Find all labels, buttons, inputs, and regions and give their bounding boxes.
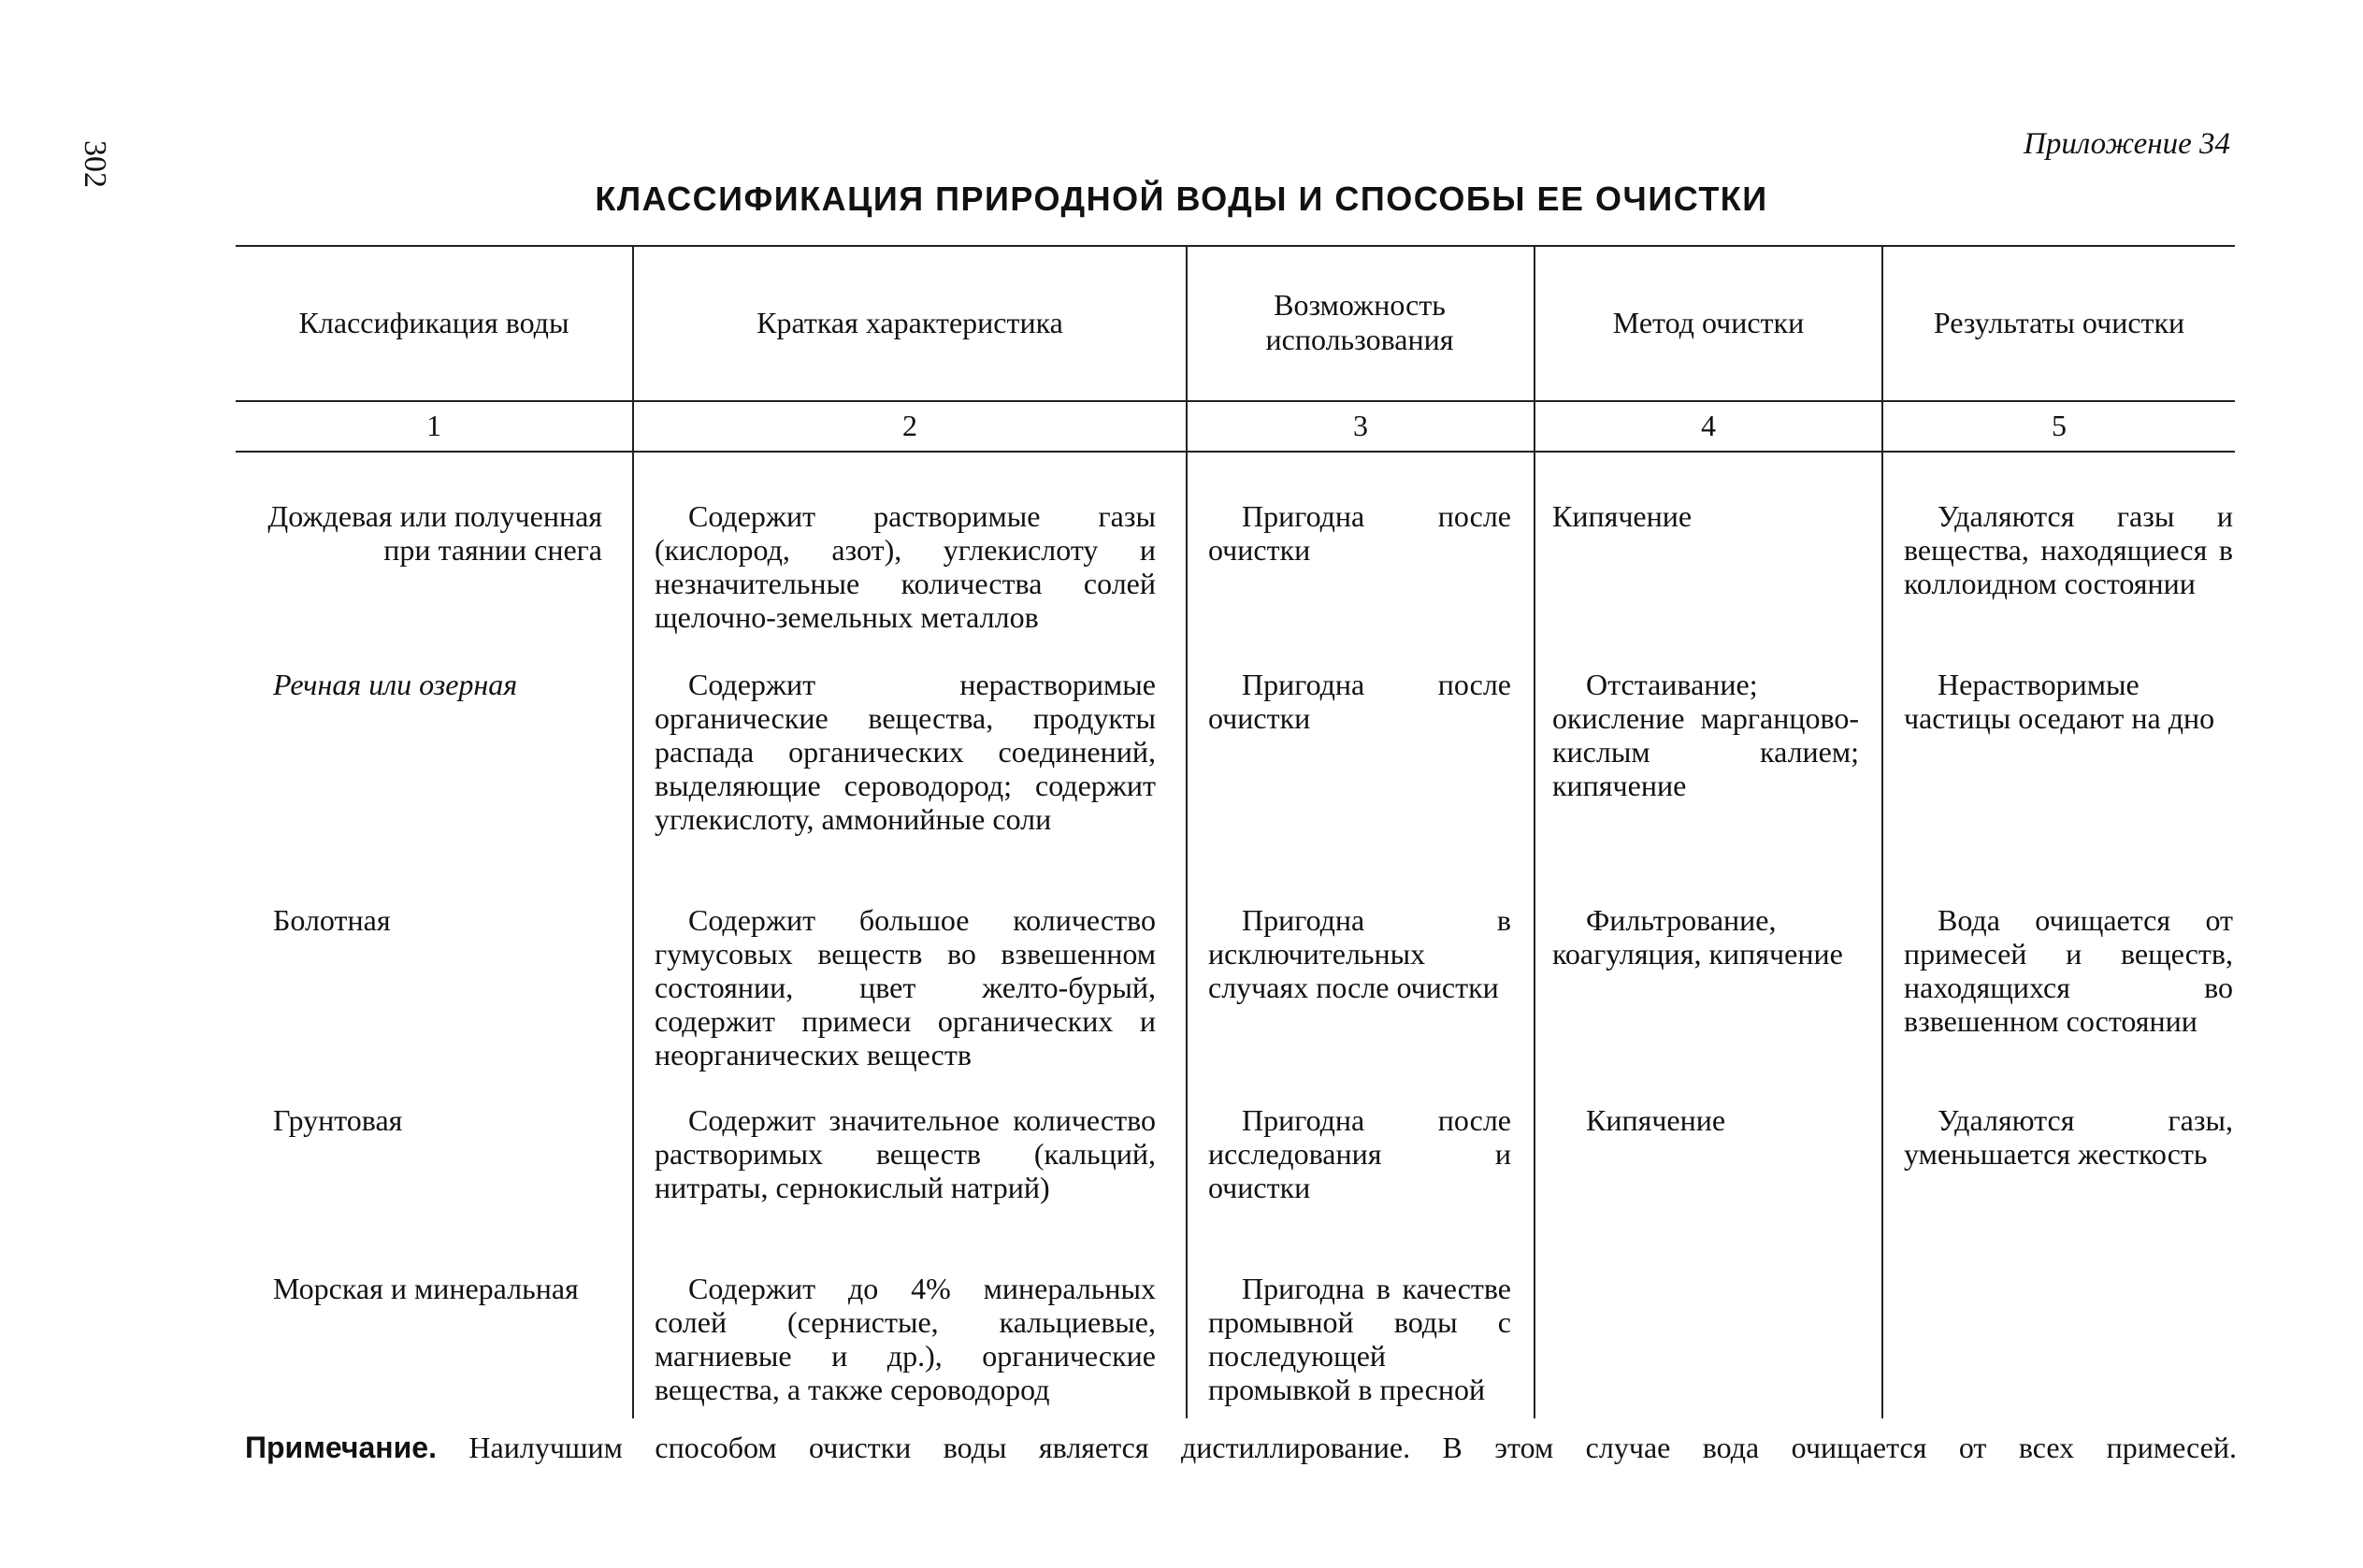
header-method: Метод очистки <box>1612 305 1805 339</box>
header-characteristic: Краткая характеристика <box>756 305 1063 339</box>
row-4-method: Кипячение <box>1586 1103 1726 1137</box>
row-3-characteristic: Содержит большое количество гумусовых веществ во взвешенном состоянии, цвет желто-бурый, содержит примеси органических и неорганических веществ <box>655 903 1156 1072</box>
appendix-label: Приложение 34 <box>2024 127 2230 161</box>
column-number: 5 <box>2052 408 2067 442</box>
row-3-method: Фильтрование, коагуляция, кипячение <box>1552 903 1843 971</box>
row-1-method: Кипячение <box>1552 499 1693 533</box>
footnote-label: Примечание. <box>245 1431 437 1464</box>
row-2-result: Нерастворимые частицы оседают на дно <box>1904 668 2215 735</box>
row-1-characteristic: Содержит растворимые газы (кислород, азот), углекислоту и незначительные количества солей щелочно-земельных металлов <box>655 499 1156 634</box>
row-3-classification: Болотная <box>273 903 391 937</box>
row-4-classification: Грунтовая <box>273 1103 403 1137</box>
header-result: Результаты очистки <box>1933 305 2185 339</box>
row-4-usage: Пригодна после исследования и очистки <box>1208 1103 1511 1204</box>
row-4-result: Удаляются газы, уменьшается жесткость <box>1904 1103 2233 1171</box>
row-2-classification: Речная или озерная <box>273 668 518 701</box>
row-3-usage: Пригодна в исключительных случаях после очистки <box>1208 903 1511 1004</box>
row-5-characteristic: Содержит до 4% минеральных солей (сернистые, кальциевые, магниевые и др.), органические вещества, а также сероводород <box>655 1272 1156 1406</box>
column-number: 1 <box>426 408 441 442</box>
row-2-usage: Пригодна после очистки <box>1208 668 1511 735</box>
row-5-usage: Пригодна в качестве промывной воды с последующей промывкой в пресной <box>1208 1272 1511 1406</box>
numbers-bottom-rule <box>236 451 2235 453</box>
page-number: 302 <box>78 140 112 188</box>
row-5-classification: Морская и минеральная <box>273 1272 579 1305</box>
row-2-characteristic: Содержит нерастворимые органические вещества, продукты распада органических соединений, выделяющие сероводород; содержит углекислоту, аммонийные соли <box>655 668 1156 836</box>
column-number: 2 <box>902 408 917 442</box>
page-title: КЛАССИФИКАЦИЯ ПРИРОДНОЙ ВОДЫ И СПОСОБЫ ЕЕ ОЧИСТКИ <box>595 180 1768 218</box>
header-usage: Возможность использования <box>1265 288 1454 356</box>
footnote-text: Наилучшим способом очистки воды является дистиллирование. В этом случае вода очищается от всех примесей. <box>468 1431 2238 1464</box>
row-1-result: Удаляются газы и вещества, находящиеся в коллоидном состоянии <box>1904 499 2233 600</box>
column-number: 3 <box>1353 408 1368 442</box>
header-classification: Классификация воды <box>298 305 569 339</box>
row-4-characteristic: Содержит значительное количество растворимых веществ (кальций, нитраты, сернокислый натрий) <box>655 1103 1156 1204</box>
row-1-classification: Дождевая или полученная при таянии снега <box>267 499 602 567</box>
row-2-method: Отстаивание; окисление марганцово-кислым калием; кипячение <box>1552 668 1859 802</box>
column-number: 4 <box>1701 408 1716 442</box>
footnote <box>245 1431 2237 1465</box>
row-1-usage: Пригодна после очистки <box>1208 499 1511 567</box>
row-3-result: Вода очищается от примесей и веществ, находящихся во взвешенном состоянии <box>1904 903 2233 1038</box>
